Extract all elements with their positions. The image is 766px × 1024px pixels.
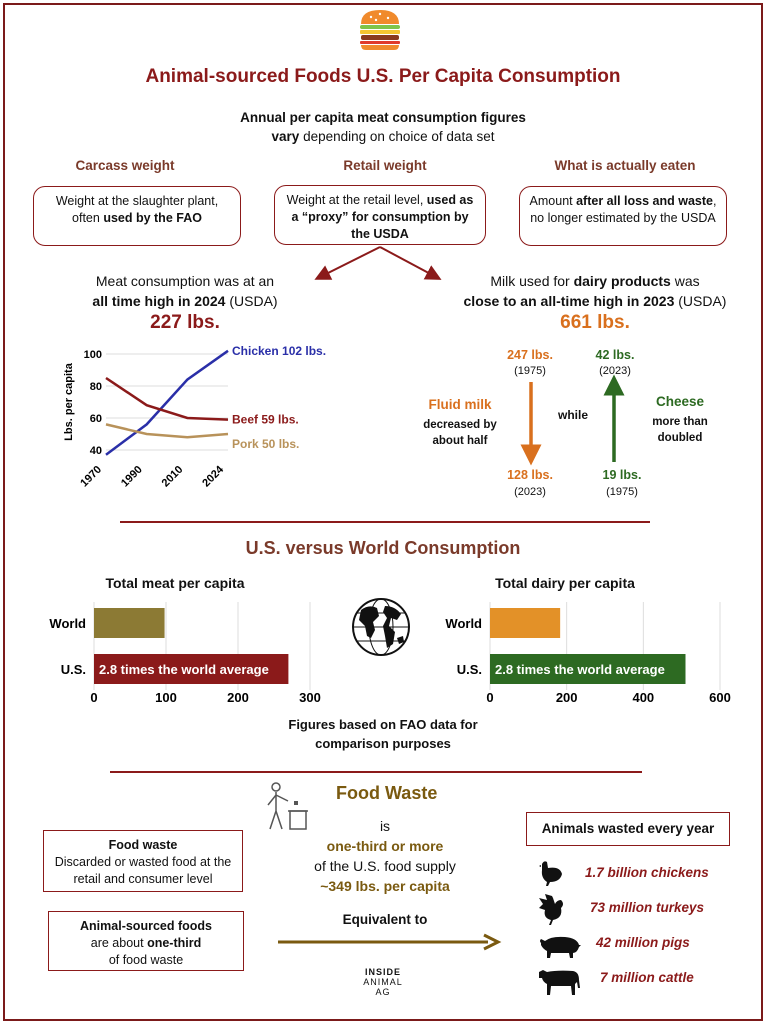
x-tick-label: 0: [90, 690, 98, 705]
actually-eaten-box: Amount after all loss and waste, no longer estimated by the USDA: [519, 186, 727, 246]
fluid-milk-title: Fluid milk: [428, 397, 492, 412]
x-tick-label: 200: [555, 690, 578, 705]
inside-animal-ag-logo: INSIDE ANIMAL AG: [363, 967, 403, 997]
y-tick-label: 60: [89, 413, 102, 425]
y-axis-label: Lbs. per capita: [63, 363, 75, 441]
dairy-total: 661 lbs.: [560, 312, 630, 333]
food-waste-title: Food Waste: [336, 783, 438, 803]
cow-icon: [537, 966, 581, 996]
bar-label: 2.8 times the world average: [495, 662, 665, 677]
meat-consumption-text: Meat consumption was at an all time high in 2024 (USDA): [92, 273, 278, 309]
retail-weight-box: Weight at the retail level, used as a “proxy” for consumption by the USDA: [274, 185, 486, 245]
divider: [110, 771, 642, 773]
category-label: World: [49, 616, 86, 631]
cheese-desc: more than doubled: [652, 416, 708, 444]
equivalent-arrow: [278, 932, 502, 952]
bar-label: 2.8 times the world average: [99, 662, 269, 677]
retail-weight-heading: Retail weight: [343, 158, 427, 173]
fluid-milk-1975-value: 247 lbs.: [507, 348, 553, 362]
food-waste-definition-box: Food waste Discarded or wasted food at the retail and consumer level: [43, 830, 243, 892]
carcass-weight-box: Weight at the slaughter plant, often used by the FAO: [33, 186, 241, 246]
y-tick-label: 40: [89, 445, 102, 457]
turkey-icon: [537, 892, 567, 926]
cheese-1975-year: (1975): [606, 486, 638, 498]
chicken-icon: [538, 858, 564, 888]
x-tick-label: 0: [486, 690, 494, 705]
category-label: U.S.: [60, 662, 86, 677]
x-tick-label: 300: [299, 690, 321, 705]
dairy-bar-title: Total dairy per capita: [495, 575, 635, 591]
fluid-milk-desc: decreased by about half: [423, 419, 497, 447]
bar-world: [490, 608, 560, 638]
series-line-beef: [106, 378, 228, 420]
while-text: while: [557, 408, 588, 422]
fluid-milk-2023-year: (2023): [514, 486, 546, 498]
y-tick-label: 100: [83, 349, 102, 361]
cheese-2023-value: 42 lbs.: [595, 348, 635, 362]
meat-bar-title: Total meat per capita: [105, 575, 245, 591]
bar-world: [94, 608, 165, 638]
meat-total: 227 lbs.: [150, 312, 220, 333]
cheese-title: Cheese: [655, 394, 705, 409]
dairy-text: Milk used for dairy products was close to an all-time high in 2023 (USDA): [463, 273, 727, 309]
fluid-milk-2023-value: 128 lbs.: [507, 468, 553, 482]
chickens-label: 1.7 billion chickens: [585, 865, 709, 880]
x-tick-label: 400: [632, 690, 655, 705]
pig-icon: [537, 933, 581, 959]
x-tick-label: 100: [155, 690, 177, 705]
meat-bar-chart: [40, 598, 330, 708]
cheese-1975-value: 19 lbs.: [602, 468, 642, 482]
meat-line-chart: [60, 340, 350, 500]
fao-note: Figures based on FAO data for comparison purposes: [288, 717, 478, 751]
equivalent-label: Equivalent to: [342, 912, 428, 927]
page-title: Animal-sourced Foods U.S. Per Capita Consumption: [145, 66, 621, 87]
category-label: U.S.: [456, 662, 482, 677]
food-waste-stats: is one-third or more of the U.S. food supply ~349 lbs. per capita: [314, 818, 456, 894]
series-line-chicken: [106, 351, 228, 455]
series-label-chicken: Chicken 102 lbs.: [232, 343, 327, 358]
series-label-pork: Pork 50 lbs.: [232, 437, 300, 451]
x-tick-label: 200: [227, 690, 249, 705]
y-tick-label: 80: [89, 381, 102, 393]
world-section-title: U.S. versus World Consumption: [245, 538, 521, 558]
x-tick-label: 1970: [78, 463, 105, 490]
x-tick-label: 2024: [200, 463, 227, 490]
cattle-label: 7 million cattle: [600, 970, 694, 985]
turkeys-label: 73 million turkeys: [590, 900, 705, 915]
category-label: World: [445, 616, 482, 631]
pigs-label: 42 million pigs: [596, 935, 690, 950]
divider: [120, 521, 650, 523]
x-tick-label: 2010: [159, 463, 186, 490]
x-tick-label: 1990: [118, 463, 145, 490]
actually-eaten-heading: What is actually eaten: [554, 158, 696, 173]
animal-sourced-box: Animal-sourced foods are about one-third of food waste: [48, 911, 244, 971]
series-line-pork: [106, 424, 228, 437]
cheese-2023-year: (2023): [599, 365, 631, 377]
intro-text: Annual per capita meat consumption figures vary depending on choice of data set: [240, 110, 526, 144]
carcass-weight-heading: Carcass weight: [75, 158, 175, 173]
x-tick-label: 600: [709, 690, 731, 705]
fluid-milk-1975-year: (1975): [514, 365, 546, 377]
globe-icon: [349, 596, 413, 658]
burger-icon: [356, 8, 404, 52]
dairy-bar-chart: [438, 598, 748, 708]
animals-wasted-title: Animals wasted every year: [526, 812, 730, 846]
series-label-beef: Beef 59 lbs.: [232, 412, 299, 427]
